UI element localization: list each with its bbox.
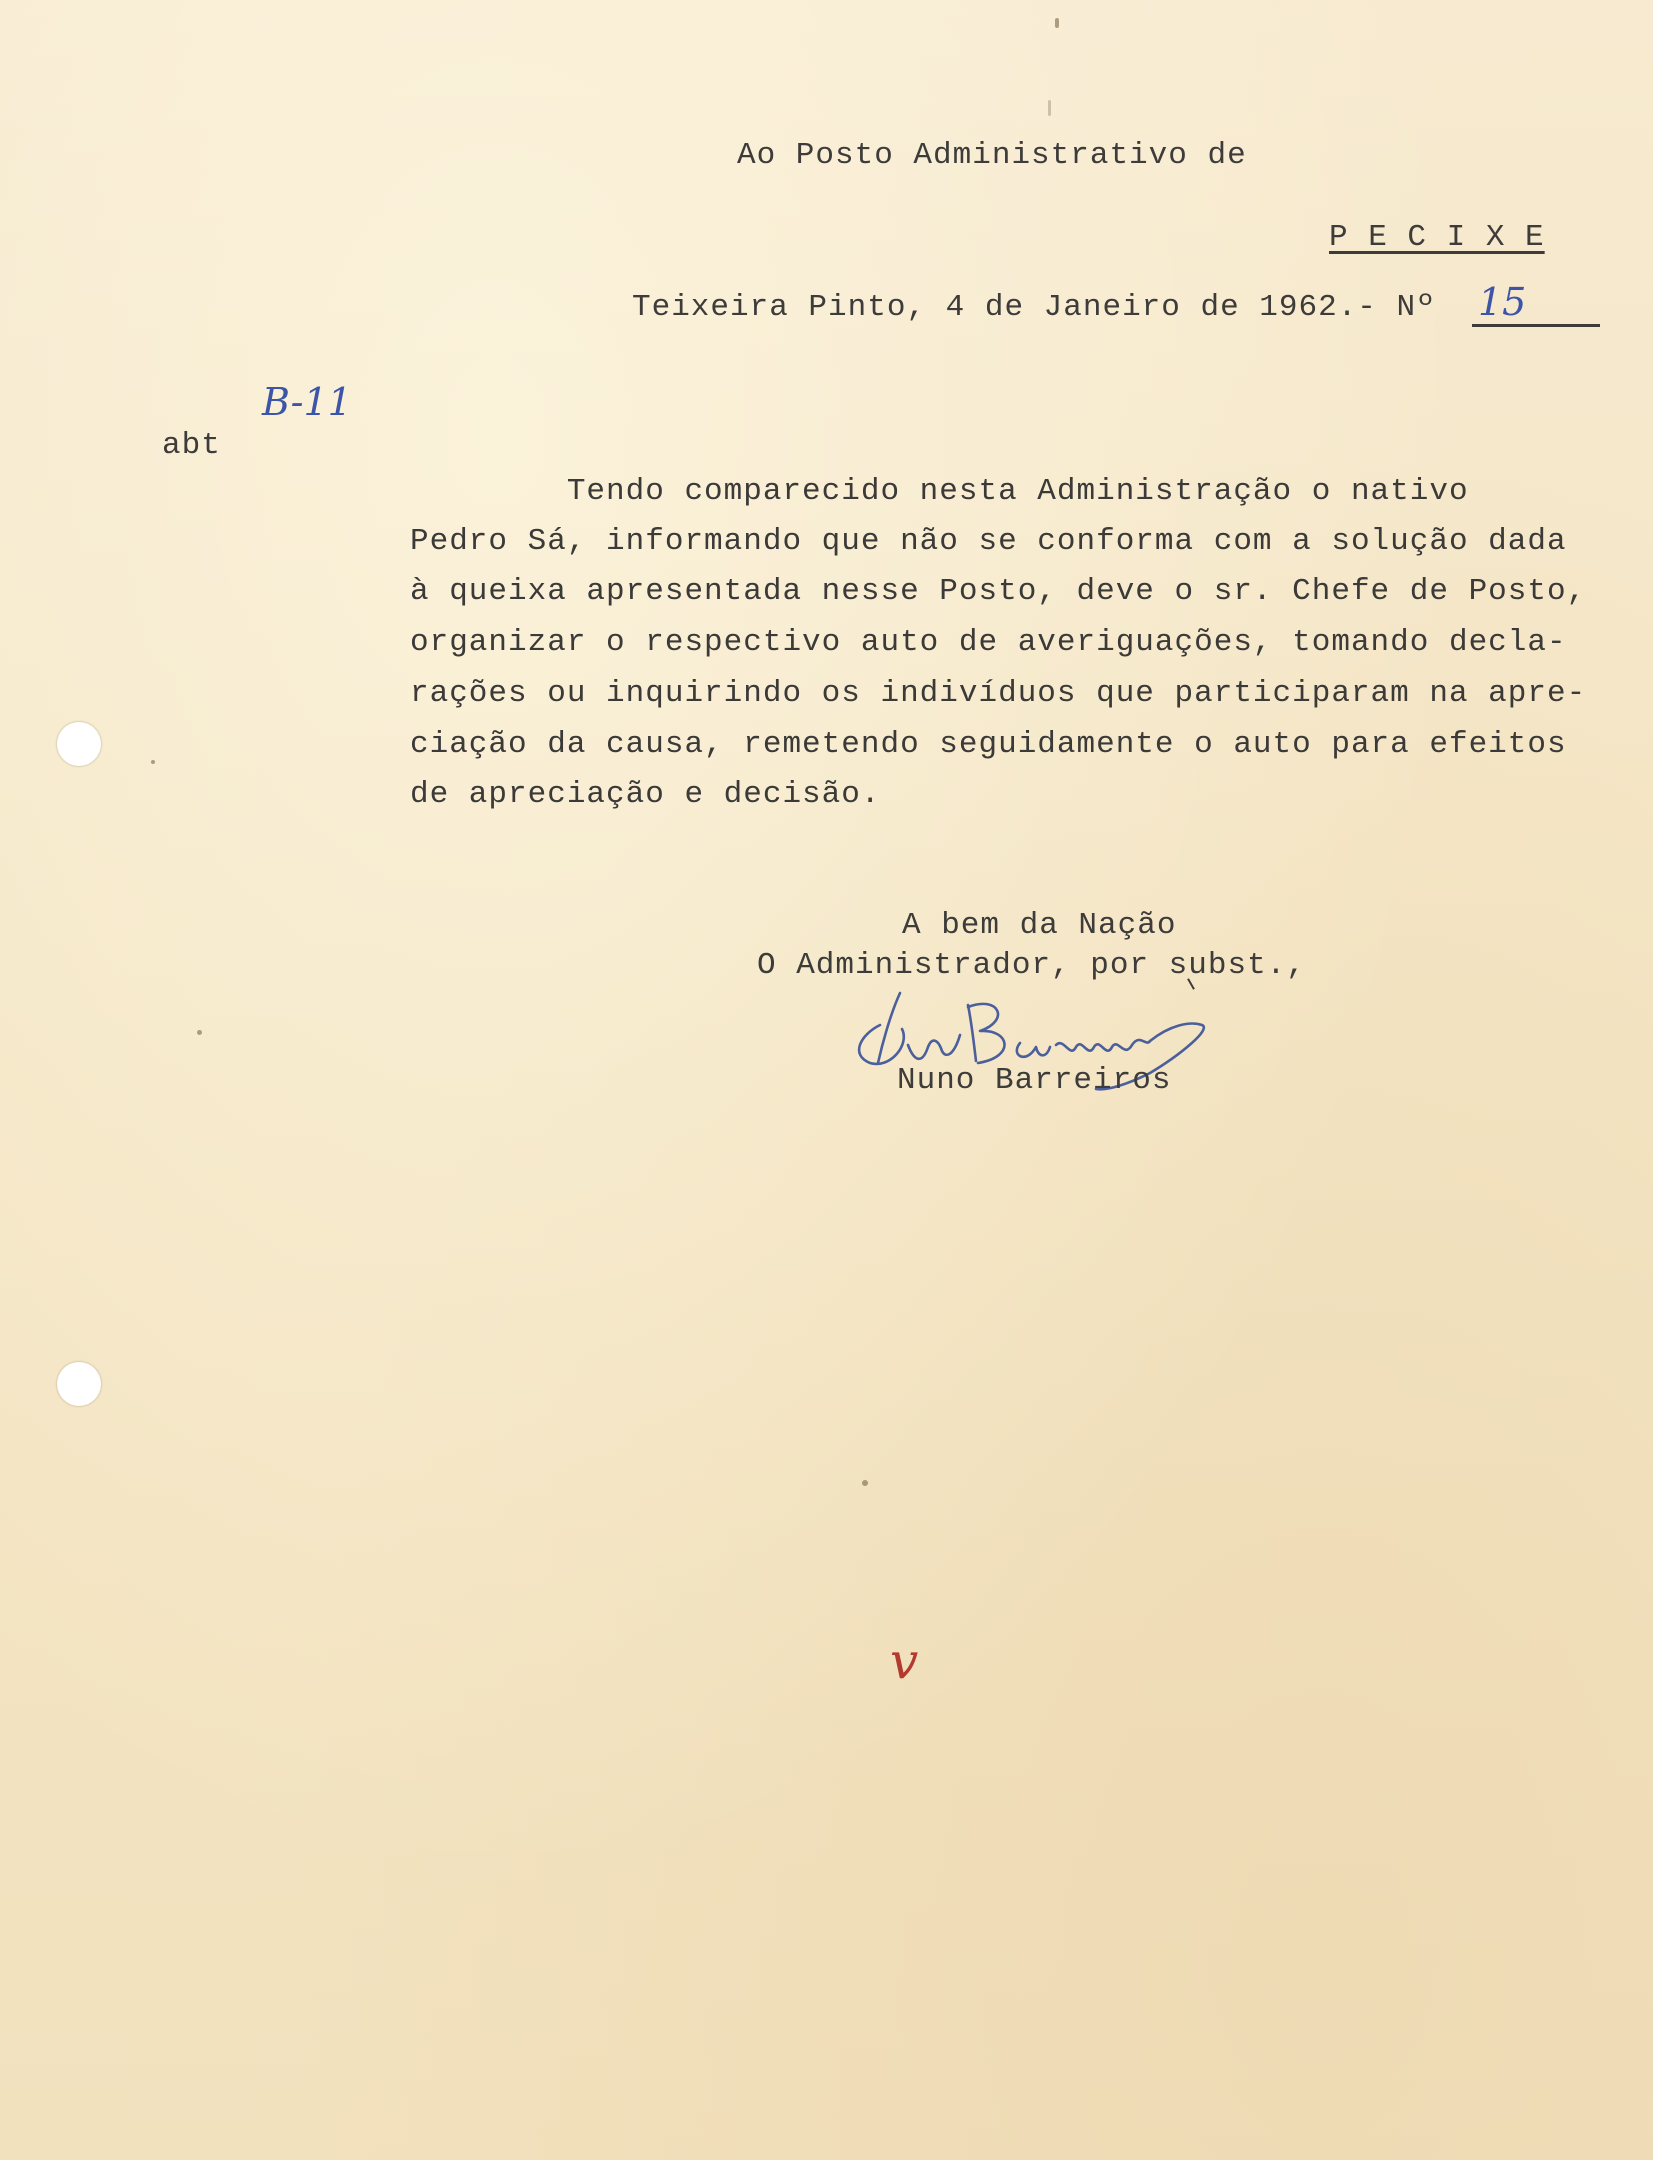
paper-speck xyxy=(151,760,155,764)
punch-hole-lower xyxy=(57,1362,101,1406)
margin-abbreviation: abt xyxy=(162,428,221,463)
paper-speck xyxy=(1055,18,1059,28)
place-name: P E C I X E xyxy=(1329,220,1545,255)
signatory-role: O Administrador, por subst., xyxy=(757,948,1306,983)
paper-speck xyxy=(1048,100,1051,116)
body-line: à queixa apresentada nesse Posto, deve o sr. Chefe de Posto, xyxy=(410,574,1587,609)
body-line: organizar o respectivo auto de averiguações, tomando decla- xyxy=(410,625,1567,660)
paper-speck xyxy=(862,1480,868,1486)
body-line: Pedro Sá, informando que não se conforma com a solução dada xyxy=(410,524,1567,559)
paper-speck xyxy=(197,1030,202,1035)
document-number-handwritten: 15 xyxy=(1478,280,1527,324)
body-line: Tendo comparecido nesta Administração o nativo xyxy=(410,474,1469,509)
punch-hole-upper xyxy=(57,722,101,766)
closing-salutation: A bem da Nação xyxy=(902,908,1177,943)
addressee-line: Ao Posto Administrativo de xyxy=(737,138,1247,173)
body-line: rações ou inquirindo os indivíduos que participaram na apre- xyxy=(410,676,1587,711)
signatory-name: Nuno Barreiros xyxy=(897,1063,1172,1098)
date-line: Teixeira Pinto, 4 de Janeiro de 1962.- Nº xyxy=(632,290,1436,325)
margin-reference-handwritten: B-11 xyxy=(262,380,352,424)
body-line: de apreciação e decisão. xyxy=(410,777,881,812)
body-line: ciação da causa, remetendo seguidamente o auto para efeitos xyxy=(410,727,1567,762)
number-underline xyxy=(1472,324,1600,327)
red-check-mark: v xyxy=(890,1632,919,1690)
